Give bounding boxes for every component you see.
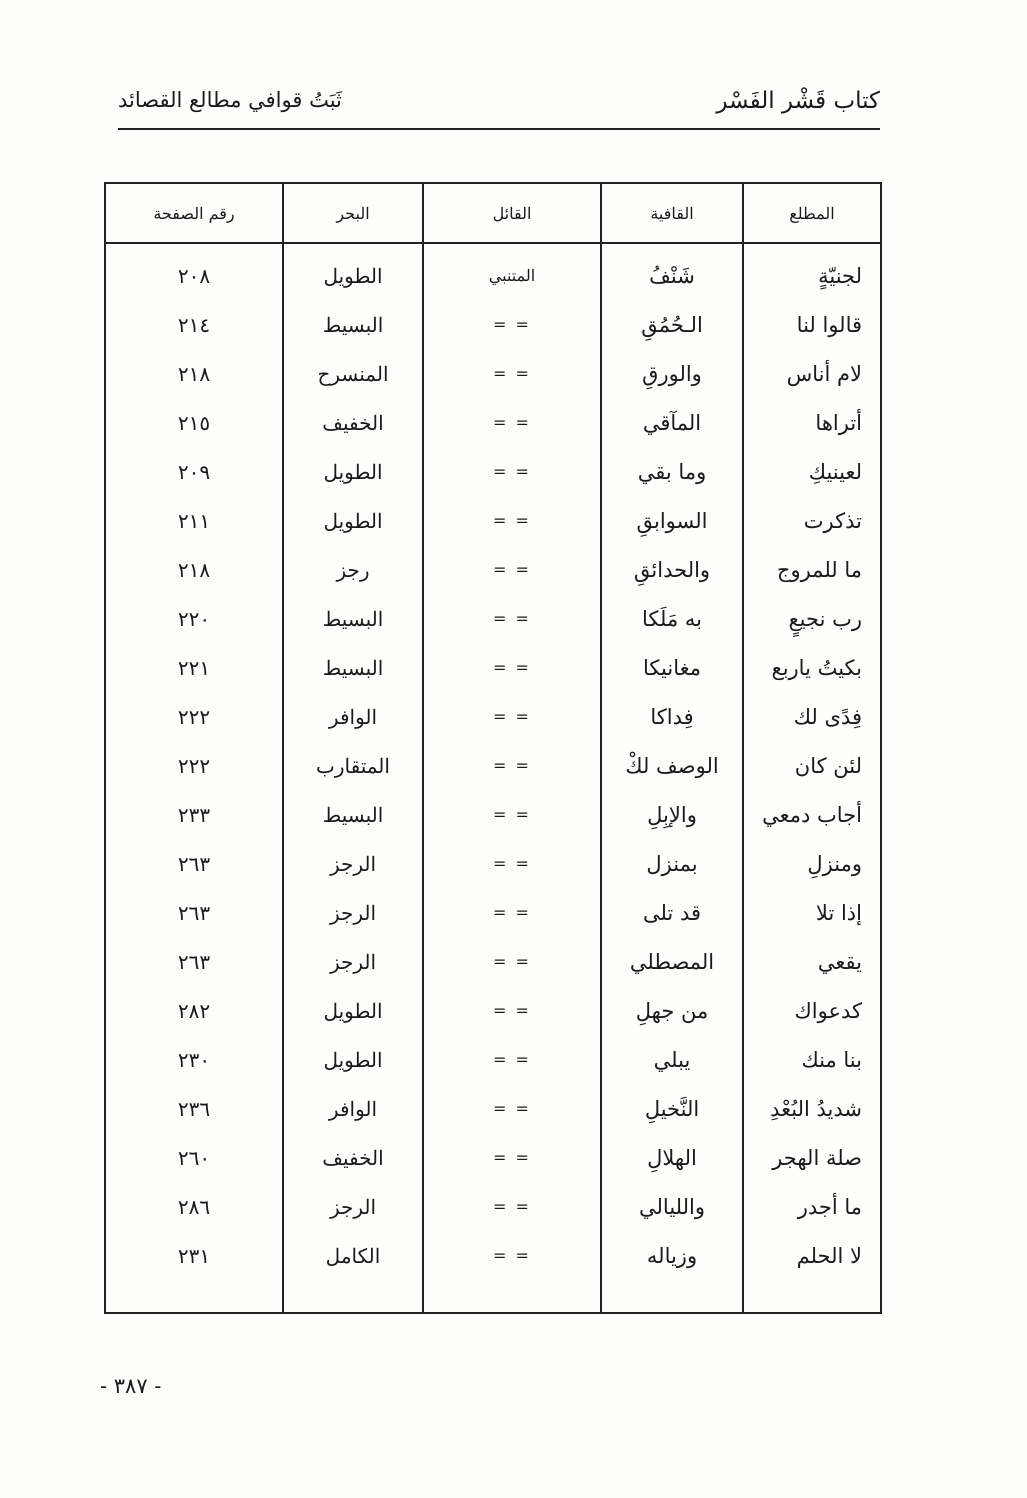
cell-page: ٢٦٣	[105, 888, 283, 937]
cell-qail: = =	[423, 545, 601, 594]
cell-bahr: الطويل	[283, 1035, 423, 1084]
running-header	[118, 88, 880, 128]
cell-qafia: مغانيكا	[601, 643, 743, 692]
cell-qafia: السوابقِ	[601, 496, 743, 545]
book-title: كتاب قَشْر الفَسْر	[716, 88, 880, 114]
table-row	[105, 1084, 881, 1133]
cell-page: ٢٣١	[105, 1231, 283, 1280]
cell-qail: = =	[423, 888, 601, 937]
cell-qail: = =	[423, 447, 601, 496]
table-row	[105, 594, 881, 643]
cell-page: ٢٦٣	[105, 937, 283, 986]
cell-bahr: الطويل	[283, 251, 423, 300]
cell-page: ٢١٨	[105, 349, 283, 398]
cell-qafia: وما بقي	[601, 447, 743, 496]
table-row	[105, 937, 881, 986]
cell-matla: صلة الهجر	[743, 1133, 881, 1182]
cell-page: ٢٣٠	[105, 1035, 283, 1084]
cell-bahr: البسيط	[283, 594, 423, 643]
table-top-padding	[105, 243, 881, 251]
table-row	[105, 251, 881, 300]
cell-qail: = =	[423, 839, 601, 888]
table-header-row	[105, 183, 881, 243]
table-row	[105, 839, 881, 888]
cell-qafia: والليالي	[601, 1182, 743, 1231]
cell-bahr: الوافر	[283, 692, 423, 741]
cell-qail: = =	[423, 1133, 601, 1182]
cell-matla: لجنيّةٍ	[743, 251, 881, 300]
cell-page: ٢٢٢	[105, 741, 283, 790]
cell-bahr: البسيط	[283, 643, 423, 692]
table-row	[105, 1231, 881, 1280]
column-header-page: رقم الصفحة	[105, 183, 283, 243]
table-row	[105, 692, 881, 741]
table-row	[105, 888, 881, 937]
table-row	[105, 1133, 881, 1182]
cell-qail: = =	[423, 496, 601, 545]
column-header-qail: القائل	[423, 183, 601, 243]
cell-qail: = =	[423, 1182, 601, 1231]
page-number: - ٣٨٧ -	[100, 1374, 162, 1398]
cell-qafia: من جهلِ	[601, 986, 743, 1035]
cell-page: ٢٢٢	[105, 692, 283, 741]
cell-qafia: شَنْفُ	[601, 251, 743, 300]
cell-qail: المتنبي	[423, 251, 601, 300]
cell-page: ٢٢٠	[105, 594, 283, 643]
cell-qafia: والورقِ	[601, 349, 743, 398]
cell-qafia: بمنزل	[601, 839, 743, 888]
cell-qafia: فِداكا	[601, 692, 743, 741]
cell-qafia: والحدائقِ	[601, 545, 743, 594]
cell-bahr: الخفيف	[283, 1133, 423, 1182]
cell-page: ٢٣٦	[105, 1084, 283, 1133]
cell-matla: شديدُ البُعْدِ	[743, 1084, 881, 1133]
cell-bahr: الرجز	[283, 888, 423, 937]
cell-qafia: الهلالِ	[601, 1133, 743, 1182]
cell-bahr: البسيط	[283, 790, 423, 839]
table-row	[105, 447, 881, 496]
cell-qafia: قد تلى	[601, 888, 743, 937]
cell-qafia: النَّخيلِ	[601, 1084, 743, 1133]
cell-bahr: المنسرح	[283, 349, 423, 398]
cell-qafia: الـحُمُقِ	[601, 300, 743, 349]
table-row	[105, 300, 881, 349]
cell-qail: = =	[423, 937, 601, 986]
cell-bahr: الطويل	[283, 496, 423, 545]
cell-matla: رب نجيعٍ	[743, 594, 881, 643]
cell-page: ٢٣٣	[105, 790, 283, 839]
cell-bahr: الوافر	[283, 1084, 423, 1133]
cell-qafia: الوصف لكْ	[601, 741, 743, 790]
table-bottom-spacer	[105, 1280, 881, 1313]
column-header-matla: المطلع	[743, 183, 881, 243]
cell-qail: = =	[423, 349, 601, 398]
cell-page: ٢٨٦	[105, 1182, 283, 1231]
column-header-qafia: القافية	[601, 183, 743, 243]
cell-qail: = =	[423, 986, 601, 1035]
rhymes-index-table	[104, 182, 882, 1314]
table-row	[105, 349, 881, 398]
cell-page: ٢٦٠	[105, 1133, 283, 1182]
cell-matla: ما أجدر	[743, 1182, 881, 1231]
cell-qafia: والإبِلِ	[601, 790, 743, 839]
cell-qail: = =	[423, 1231, 601, 1280]
header-rule	[118, 128, 880, 130]
cell-matla: يقعي	[743, 937, 881, 986]
cell-qail: = =	[423, 741, 601, 790]
cell-matla: لئن كان	[743, 741, 881, 790]
table-row	[105, 1182, 881, 1231]
cell-bahr: الكامل	[283, 1231, 423, 1280]
cell-bahr: البسيط	[283, 300, 423, 349]
cell-bahr: الطويل	[283, 986, 423, 1035]
cell-qail: = =	[423, 300, 601, 349]
cell-page: ٢٢١	[105, 643, 283, 692]
cell-bahr: الخفيف	[283, 398, 423, 447]
cell-matla: ما للمروج	[743, 545, 881, 594]
cell-qail: = =	[423, 1035, 601, 1084]
cell-page: ٢١٤	[105, 300, 283, 349]
cell-matla: إذا تلا	[743, 888, 881, 937]
cell-page: ٢٠٨	[105, 251, 283, 300]
cell-bahr: الرجز	[283, 1182, 423, 1231]
cell-qail: = =	[423, 692, 601, 741]
cell-matla: لا الحلم	[743, 1231, 881, 1280]
cell-page: ٢١٥	[105, 398, 283, 447]
cell-bahr: الرجز	[283, 839, 423, 888]
cell-page: ٢٠٩	[105, 447, 283, 496]
table-row	[105, 741, 881, 790]
cell-matla: بنا منك	[743, 1035, 881, 1084]
cell-page: ٢١١	[105, 496, 283, 545]
cell-qail: = =	[423, 1084, 601, 1133]
cell-matla: أتراها	[743, 398, 881, 447]
cell-matla: ومنزلِ	[743, 839, 881, 888]
cell-qafia: يبلي	[601, 1035, 743, 1084]
cell-bahr: رجز	[283, 545, 423, 594]
cell-matla: لام أناس	[743, 349, 881, 398]
table-row	[105, 790, 881, 839]
cell-page: ٢١٨	[105, 545, 283, 594]
cell-matla: فِدًى لك	[743, 692, 881, 741]
cell-qafia: وزياله	[601, 1231, 743, 1280]
cell-matla: تذكرت	[743, 496, 881, 545]
cell-page: ٢٨٢	[105, 986, 283, 1035]
cell-qafia: به مَلَكا	[601, 594, 743, 643]
column-header-bahr: البحر	[283, 183, 423, 243]
cell-qafia: المصطلي	[601, 937, 743, 986]
section-title: ثَبَتُ قوافي مطالع القصائد	[118, 88, 342, 112]
table-row	[105, 986, 881, 1035]
cell-qail: = =	[423, 643, 601, 692]
cell-matla: كدعواك	[743, 986, 881, 1035]
cell-qail: = =	[423, 594, 601, 643]
table-row	[105, 643, 881, 692]
cell-page: ٢٦٣	[105, 839, 283, 888]
cell-qafia: المآقي	[601, 398, 743, 447]
cell-qail: = =	[423, 398, 601, 447]
cell-matla: قالوا لنا	[743, 300, 881, 349]
table-row	[105, 1035, 881, 1084]
table-row	[105, 496, 881, 545]
cell-qail: = =	[423, 790, 601, 839]
cell-matla: بكيتُ ياربع	[743, 643, 881, 692]
cell-bahr: الطويل	[283, 447, 423, 496]
cell-bahr: الرجز	[283, 937, 423, 986]
cell-matla: لعينيكِ	[743, 447, 881, 496]
cell-matla: أجاب دمعي	[743, 790, 881, 839]
table-row	[105, 398, 881, 447]
cell-bahr: المتقارب	[283, 741, 423, 790]
table-row	[105, 545, 881, 594]
